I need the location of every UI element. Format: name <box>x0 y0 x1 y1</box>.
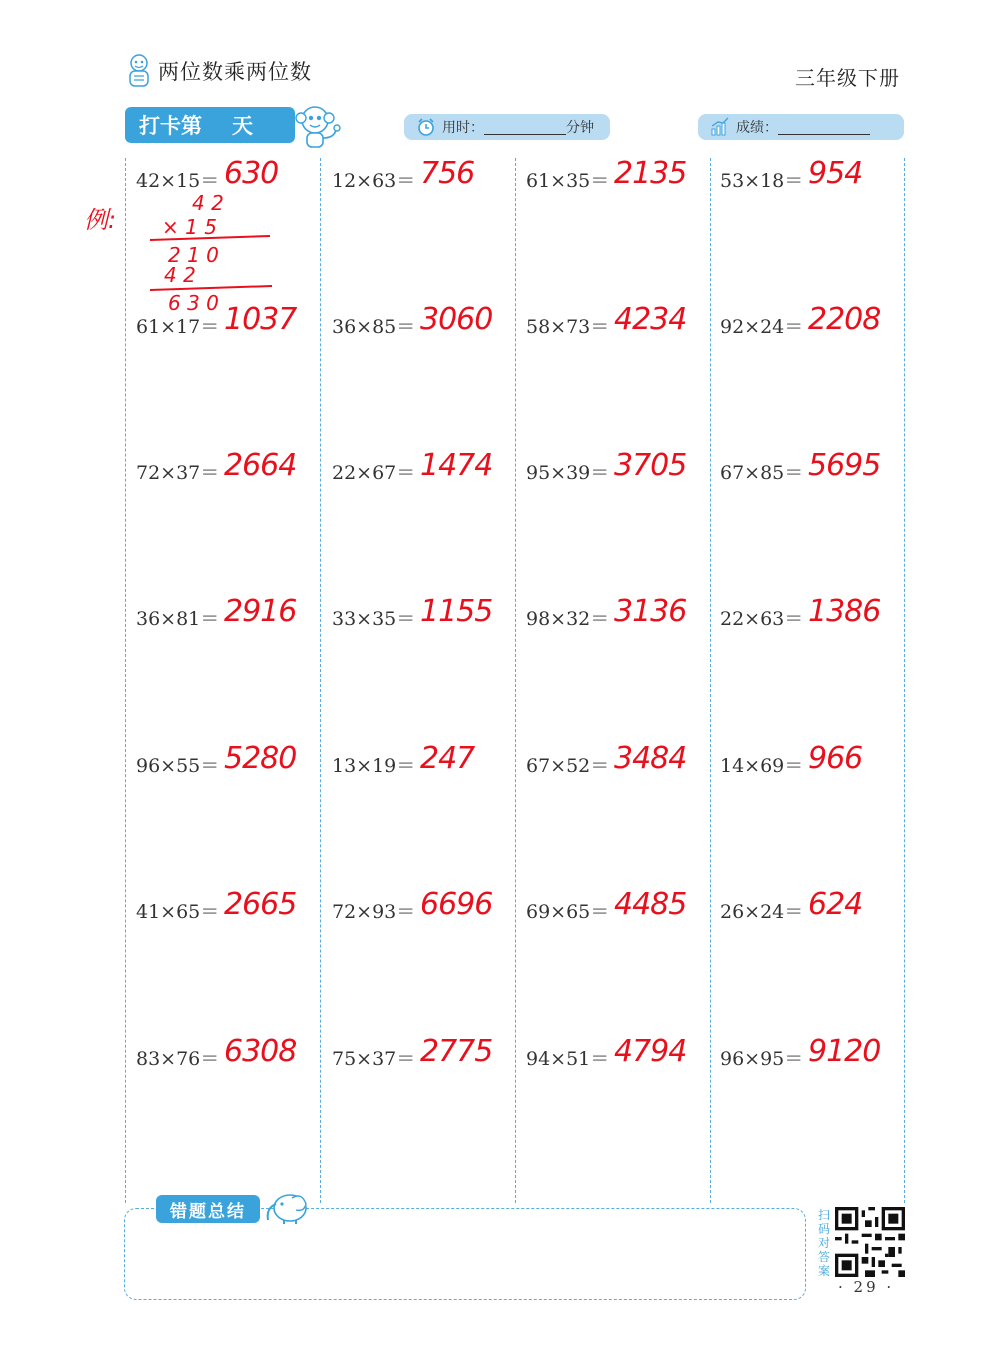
problem-text: 58×73＝ <box>526 316 610 338</box>
grid-line <box>515 158 516 1203</box>
checkin-badge <box>125 107 295 143</box>
problem-text: 42×15＝ <box>136 170 220 192</box>
answer-text[interactable]: 2135 <box>614 156 687 191</box>
answer-text[interactable]: 3060 <box>420 302 493 337</box>
work-row-1: 4 2 <box>192 191 224 215</box>
answer-text[interactable]: 1474 <box>420 448 493 483</box>
answer-text[interactable]: 5695 <box>808 448 881 483</box>
alarm-clock-icon <box>416 117 436 137</box>
bar-chart-icon <box>710 117 730 137</box>
qr-code-icon[interactable] <box>835 1207 905 1277</box>
problem-text: 61×35＝ <box>526 170 610 192</box>
grid-line <box>320 158 321 1203</box>
grid-line <box>710 158 711 1203</box>
problem-text: 13×19＝ <box>332 755 416 777</box>
grid-line <box>904 158 905 1203</box>
work-row-4: 4 2 <box>164 263 196 287</box>
answer-text[interactable]: 630 <box>224 156 279 191</box>
answer-text[interactable]: 1386 <box>808 594 881 629</box>
problem-text: 83×76＝ <box>136 1048 220 1070</box>
answer-text[interactable]: 3484 <box>614 741 687 776</box>
answer-text[interactable]: 9120 <box>808 1034 881 1069</box>
problem-text: 92×24＝ <box>720 316 804 338</box>
checkin-text-2: 天 <box>232 114 253 138</box>
answer-text[interactable]: 247 <box>420 741 475 776</box>
problem-text: 26×24＝ <box>720 901 804 923</box>
answer-text[interactable]: 6696 <box>420 887 493 922</box>
problem-text: 72×37＝ <box>136 462 220 484</box>
problem-text: 67×52＝ <box>526 755 610 777</box>
time-unit: 分钟 <box>566 120 594 136</box>
score-field <box>698 114 904 140</box>
example-label: 例: <box>84 206 117 234</box>
page-number: · 29 · <box>838 1278 895 1296</box>
elephant-icon <box>262 1186 312 1226</box>
answer-text[interactable]: 4234 <box>614 302 687 337</box>
problem-text: 95×39＝ <box>526 462 610 484</box>
problem-text: 53×18＝ <box>720 170 804 192</box>
answer-text[interactable]: 966 <box>808 741 863 776</box>
answer-text[interactable]: 2664 <box>224 448 297 483</box>
answer-text[interactable]: 2775 <box>420 1034 493 1069</box>
problem-text: 96×55＝ <box>136 755 220 777</box>
problem-text: 96×95＝ <box>720 1048 804 1070</box>
answer-text[interactable]: 5280 <box>224 741 297 776</box>
time-blank[interactable] <box>484 120 566 135</box>
work-row-5: 6 3 0 <box>168 291 219 315</box>
problem-text: 94×51＝ <box>526 1048 610 1070</box>
problem-text: 36×81＝ <box>136 608 220 630</box>
header-left <box>124 52 312 90</box>
time-field <box>404 114 610 140</box>
answer-text[interactable]: 4485 <box>614 887 687 922</box>
answer-text[interactable]: 1037 <box>224 302 297 337</box>
time-label: 用时： <box>442 120 484 136</box>
answer-text[interactable]: 3705 <box>614 448 687 483</box>
answer-text[interactable]: 756 <box>420 156 475 191</box>
problem-text: 33×35＝ <box>332 608 416 630</box>
answer-text[interactable]: 954 <box>808 156 863 191</box>
answer-text[interactable]: 2916 <box>224 594 297 629</box>
answer-text[interactable]: 1155 <box>420 594 493 629</box>
problem-text: 72×93＝ <box>332 901 416 923</box>
review-label: 错题总结 <box>156 1195 260 1223</box>
problem-text: 41×65＝ <box>136 901 220 923</box>
checkin-text-1: 打卡第 <box>139 114 202 138</box>
problem-text: 67×85＝ <box>720 462 804 484</box>
work-row-2: × 1 5 <box>162 215 217 239</box>
monkey-icon <box>288 98 342 152</box>
problem-text: 14×69＝ <box>720 755 804 777</box>
problem-text: 36×85＝ <box>332 316 416 338</box>
problem-text: 75×37＝ <box>332 1048 416 1070</box>
problem-text: 22×63＝ <box>720 608 804 630</box>
work-row-3: 2 1 0 <box>168 243 219 267</box>
grade-label: 三年级下册 <box>795 66 900 90</box>
problem-text: 61×17＝ <box>136 316 220 338</box>
answer-text[interactable]: 624 <box>808 887 863 922</box>
answer-text[interactable]: 2208 <box>808 302 881 337</box>
score-blank[interactable] <box>778 120 870 135</box>
answer-text[interactable]: 4794 <box>614 1034 687 1069</box>
problem-text: 22×67＝ <box>332 462 416 484</box>
answer-text[interactable]: 6308 <box>224 1034 297 1069</box>
page-title: 两位数乘两位数 <box>158 60 312 84</box>
problem-text: 69×65＝ <box>526 901 610 923</box>
answer-text[interactable]: 2665 <box>224 887 297 922</box>
mascot-icon <box>124 52 154 90</box>
problem-text: 12×63＝ <box>332 170 416 192</box>
score-label: 成绩： <box>736 120 778 136</box>
answer-text[interactable]: 3136 <box>614 594 687 629</box>
scan-text: 扫码对答案 <box>817 1208 830 1278</box>
example-work <box>82 186 282 316</box>
problem-text: 98×32＝ <box>526 608 610 630</box>
